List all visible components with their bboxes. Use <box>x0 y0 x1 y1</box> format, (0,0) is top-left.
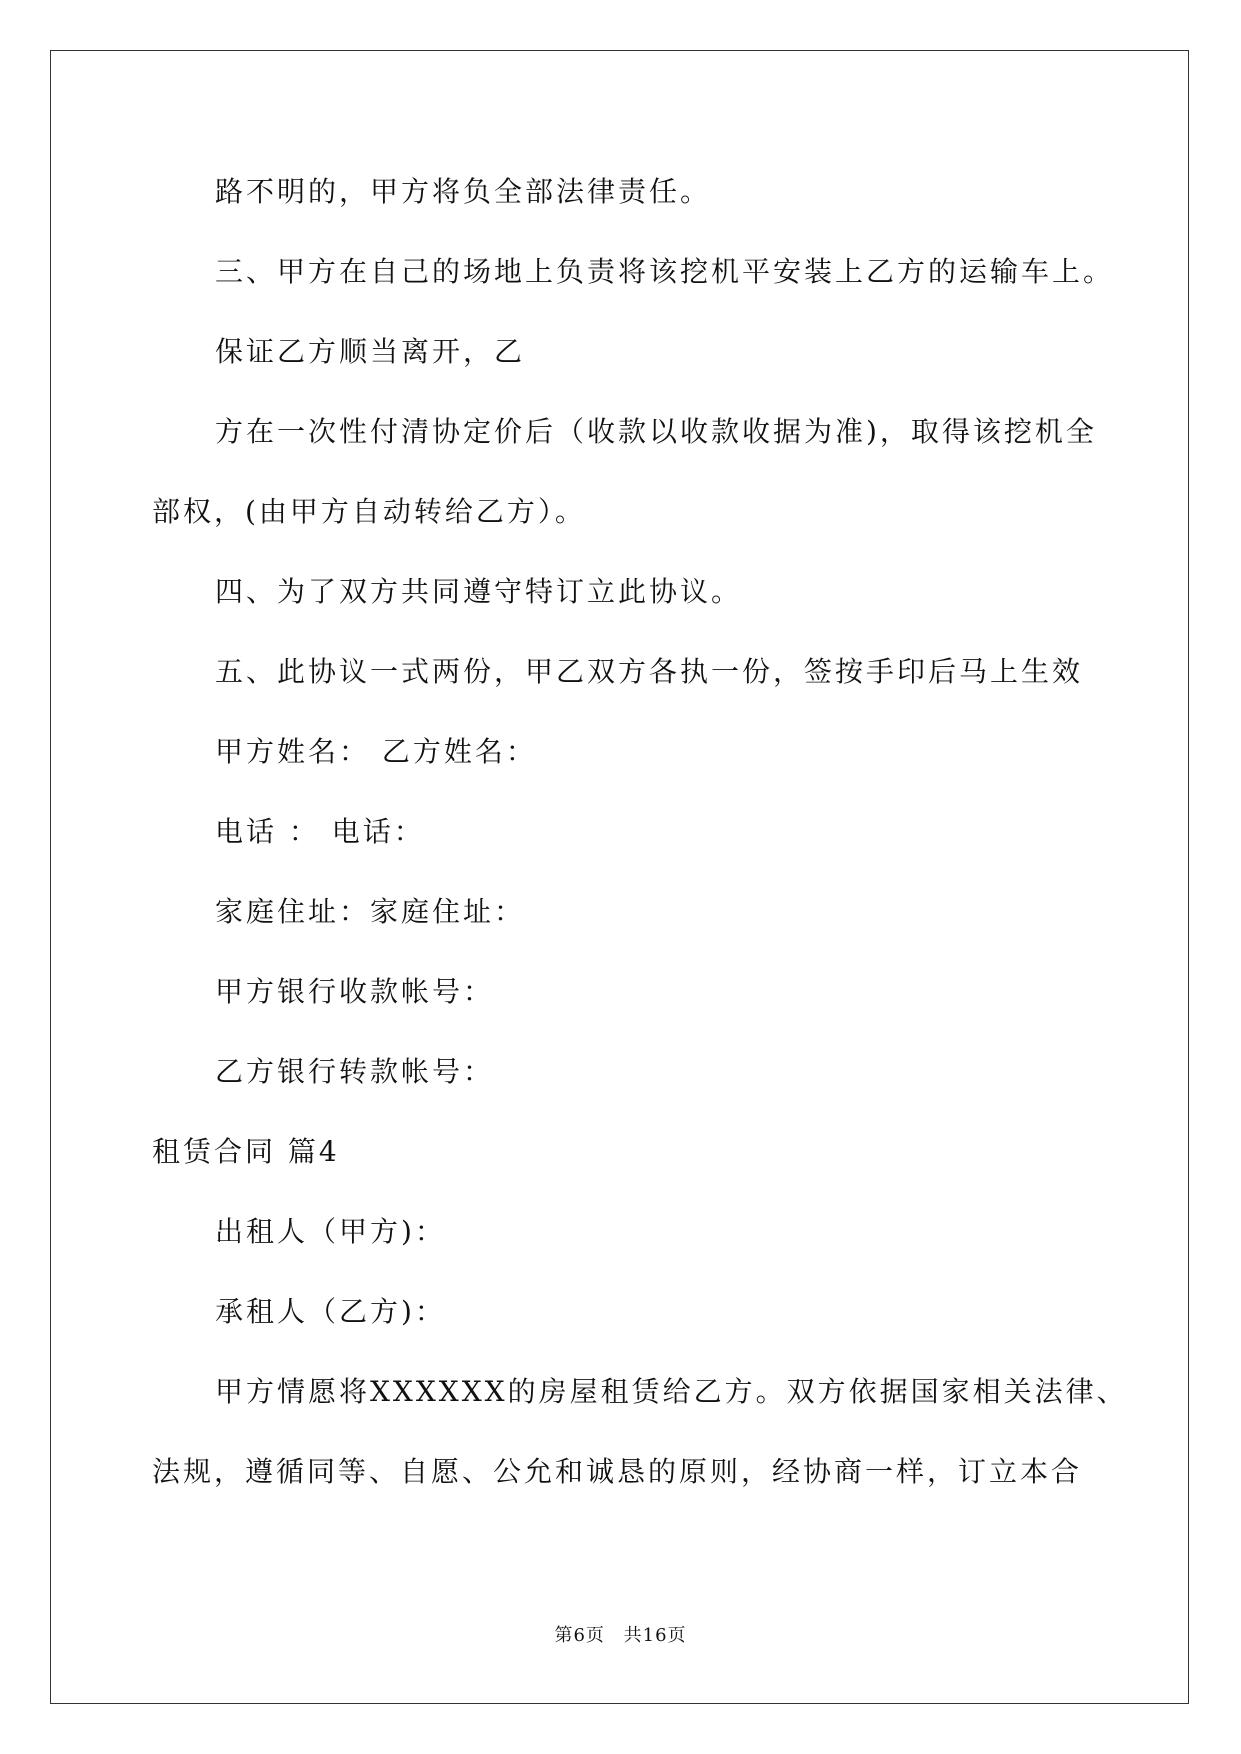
page-number: 第6页 <box>554 1625 605 1646</box>
page-footer <box>0 1621 1241 1647</box>
lessor-line: 出租人（甲方)： <box>215 1215 446 1248</box>
body-line-17: 法规，遵循同等、自愿、公允和诚恳的原则，经协商一样，订立本合 <box>152 1455 1083 1488</box>
address-line: 家庭住址：家庭住址： <box>215 895 526 928</box>
section-heading: 租赁合同 篇4 <box>152 1135 340 1168</box>
body-line-1: 路不明的，甲方将负全部法律责任。 <box>215 175 712 208</box>
lessee-line: 承租人（乙方)： <box>215 1295 446 1328</box>
bank-receive-line: 甲方银行收款帐号： <box>215 975 495 1008</box>
body-line-5: 部权，(由甲方自动转给乙方）。 <box>152 495 586 528</box>
clause-4-line: 四、为了双方共同遵守特订立此协议。 <box>215 575 743 608</box>
page-total: 共16页 <box>623 1625 687 1646</box>
body-line-4: 方在一次性付清协定价后（收款以收款收据为准)，取得该挖机全 <box>215 415 1097 448</box>
clause-5-line: 五、此协议一式两份，甲乙双方各执一份，签按手印后马上生效 <box>215 655 1084 688</box>
body-line-16: 甲方情愿将XXXXXX的房屋租赁给乙方。双方依据国家相关法律、 <box>215 1375 1128 1408</box>
clause-3-line: 三、甲方在自己的场地上负责将该挖机平安装上乙方的运输车上。 <box>215 255 1115 288</box>
party-names-line: 甲方姓名： 乙方姓名： <box>215 735 537 768</box>
phone-line: 电话 ： 电话： <box>215 815 425 848</box>
body-line-3: 保证乙方顺当离开，乙 <box>215 335 526 368</box>
bank-transfer-line: 乙方银行转款帐号： <box>215 1055 495 1088</box>
